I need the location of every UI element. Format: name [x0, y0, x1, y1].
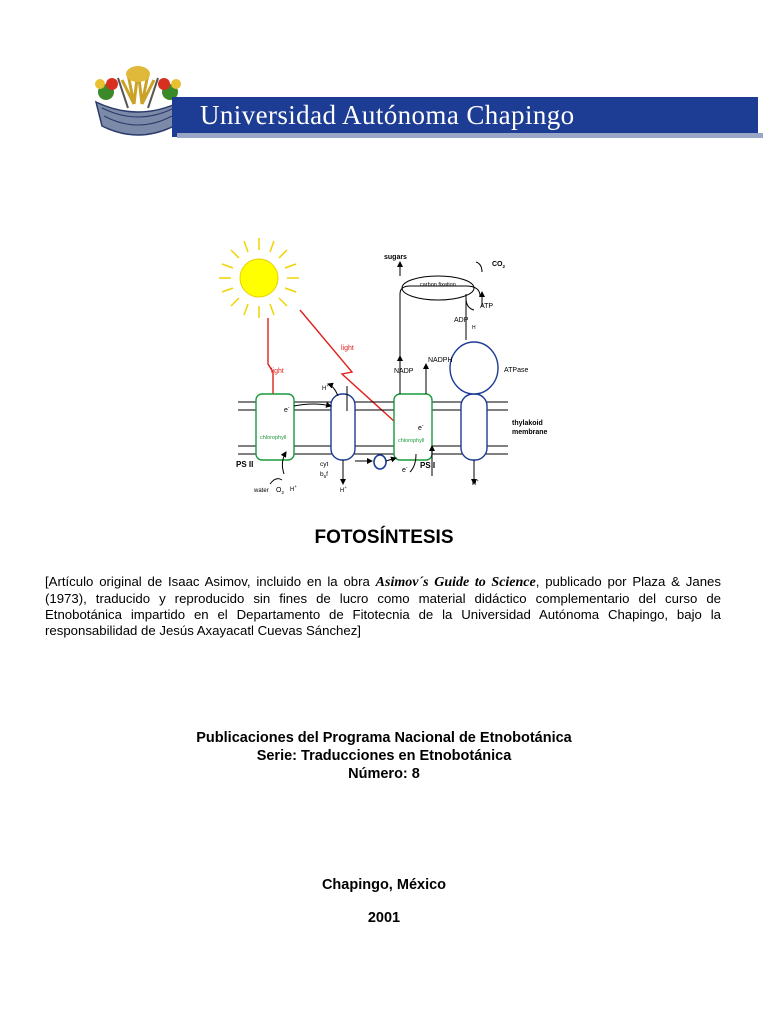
electron-label-bottom: e- [402, 465, 408, 474]
light-label-left: light [271, 368, 284, 375]
carbon-fixation-cycle [402, 276, 474, 300]
carbon-fixation-label: carbon fixation [420, 282, 456, 288]
cytochrome-complex [331, 394, 355, 460]
year-line: 2001 [367, 910, 401, 926]
document-title: FOTOSÍNTESIS [314, 527, 454, 548]
co2-label: $CO_2$ [492, 261, 506, 269]
sugars-label: sugars [384, 254, 407, 261]
number-line: Número: 8 [348, 766, 420, 782]
adp-label: ADP [454, 317, 469, 324]
series-line: Serie: Traducciones en Etnobotánica [256, 748, 512, 764]
chlorophyll-label-ps1: chlorophyll [398, 438, 425, 444]
cyt-label: cyt [320, 461, 329, 468]
membrane-label: membrane [512, 429, 548, 436]
h-plus-cyt-label: H+ [340, 485, 347, 494]
place-line: Chapingo, México [321, 877, 447, 893]
electron-label-ps1: e- [418, 423, 424, 432]
publications-line: Publicaciones del Programa Nacional de Etnobotánica [196, 730, 572, 746]
ps1-label: PS I [420, 461, 436, 470]
b6f-label: $b_6f$ [320, 471, 328, 479]
water-label: water [254, 488, 269, 494]
book-title: Asimov´s Guide to Science [375, 575, 536, 590]
ps1-complex [394, 394, 432, 460]
plastocyanin-icon [374, 455, 386, 469]
university-name: Universidad Autónoma Chapingo [200, 100, 575, 130]
ps2-label: PS II [236, 460, 254, 469]
o2-label: $O_2$ [276, 487, 284, 495]
abstract-text-end: , publicado por Plaza & Janes (1973), traducido y reproducido sin fines de lucro como material didáctico complementario del curso de Etnobotánica impartido en el Departamento de Fitotecnia de la Universidad Autónoma Chapingo, bajo la responsabilidad de Jesús Axayacatl Cuevas Sánchez] [45, 574, 721, 638]
atpase-label: ATPase [504, 367, 529, 374]
h-plus-water-label: H+ [290, 484, 297, 493]
atp-label: ATP [480, 303, 494, 310]
electron-label-ps2: e- [284, 405, 290, 414]
nadph-label: NADPH [428, 357, 453, 364]
light-label-right: light [341, 345, 354, 352]
nadp-label: NADP [394, 368, 414, 375]
atpase-stalk [461, 394, 487, 460]
abstract-paragraph [45, 574, 721, 639]
photosynthesis-diagram [210, 236, 560, 498]
sun-icon [219, 238, 299, 318]
publication-info [0, 729, 768, 783]
atpase-head [450, 342, 498, 394]
university-header [88, 64, 668, 142]
abstract-text-start: [Artículo original de Isaac Asimov, incluido en la obra [45, 574, 376, 589]
thylakoid-label: thylakoid [512, 420, 543, 427]
h-small-label: H [472, 325, 476, 331]
h-plus-label: H+ [322, 383, 329, 392]
ps2-complex [256, 394, 294, 460]
h-plus-atpase-label: H+ [472, 478, 479, 487]
chlorophyll-label-ps2: chlorophyll [260, 435, 287, 441]
